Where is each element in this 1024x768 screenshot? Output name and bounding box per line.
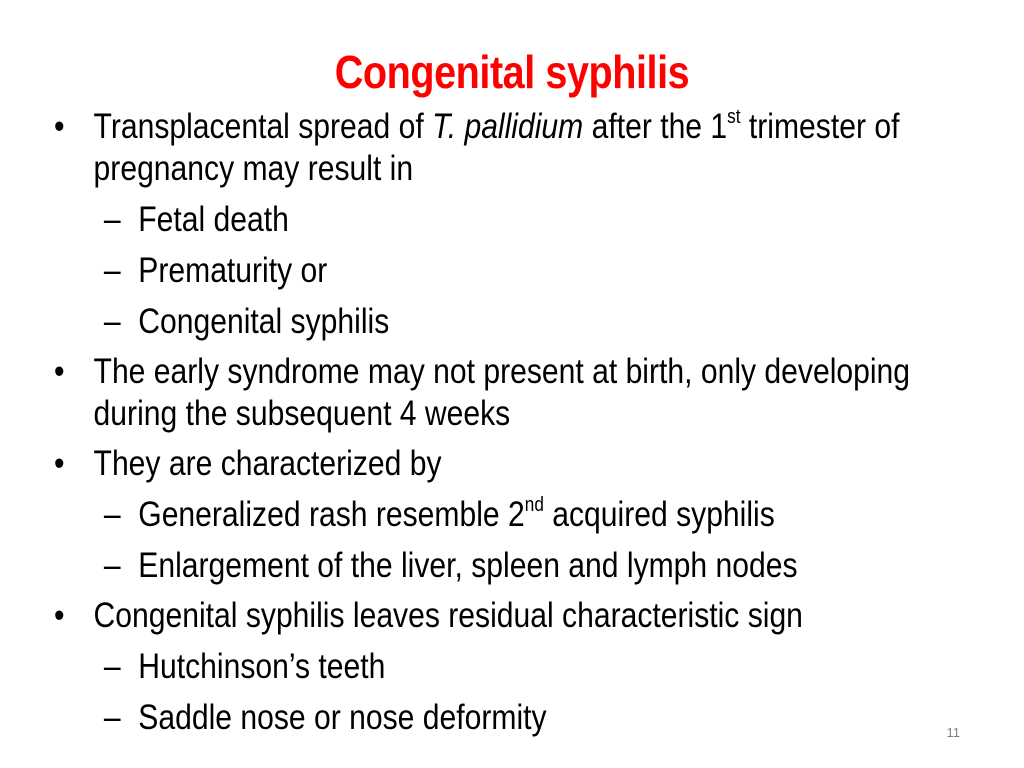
bullet-characterized: [54, 443, 948, 485]
sub-item-text: Enlargement of the liver, spleen and lymph nodes: [138, 546, 798, 585]
bullet-icon: •: [54, 444, 65, 483]
bullet-text: They are characterized by: [93, 444, 442, 483]
sub-item-text: Prematurity or: [138, 251, 328, 290]
sub-item-text: Fetal death: [138, 200, 289, 239]
sub-item-prematurity: [54, 250, 948, 292]
sub-item-text: Saddle nose or nose deformity: [138, 698, 547, 737]
bullet-text-continued: pregnancy may result in: [93, 149, 414, 188]
sub-item-text: Congenital syphilis: [138, 302, 390, 341]
dash-icon: –: [103, 302, 121, 341]
text-part: trimester of: [740, 107, 900, 146]
dash-icon: –: [103, 200, 121, 239]
sub-item-text: Hutchinson’s teeth: [138, 647, 386, 686]
sub-item-fetal-death: [54, 199, 948, 241]
superscript: nd: [524, 494, 544, 517]
text-part: acquired syphilis: [543, 495, 775, 534]
sub-item-hutchinson-teeth: [54, 646, 948, 688]
page-number: 11: [946, 725, 960, 740]
dash-icon: –: [103, 251, 121, 290]
bullet-text: Congenital syphilis leaves residual characteristic sign: [93, 596, 803, 635]
bullet-text-continued: during the subsequent 4 weeks: [93, 394, 511, 433]
sub-item-congenital-syphilis: [54, 301, 948, 343]
sub-item-text: [138, 495, 775, 534]
bullet-residual-sign: [54, 595, 948, 637]
bullet-transplacental: [54, 106, 948, 190]
slide-body: [54, 106, 948, 739]
bullet-icon: •: [54, 352, 65, 391]
text-part: Transplacental spread of: [93, 107, 433, 146]
bullet-early-syndrome: [54, 351, 948, 435]
dash-icon: –: [103, 647, 121, 686]
dash-icon: –: [103, 495, 121, 534]
bullet-icon: •: [54, 107, 65, 146]
dash-icon: –: [103, 546, 121, 585]
text-part: after the 1: [583, 107, 728, 146]
sub-item-generalized-rash: [54, 494, 948, 536]
sub-item-enlargement: [54, 545, 948, 587]
dash-icon: –: [103, 698, 121, 737]
superscript: st: [727, 106, 741, 129]
bullet-icon: •: [54, 596, 65, 635]
bullet-text: [94, 107, 900, 146]
bullet-text: The early syndrome may not present at birth, only developing: [93, 352, 911, 391]
slide-title: Congenital syphilis: [334, 46, 690, 98]
species-name: T. pallidium: [432, 107, 584, 146]
text-part: Generalized rash resemble 2: [138, 495, 525, 534]
sub-item-saddle-nose: [54, 697, 948, 739]
